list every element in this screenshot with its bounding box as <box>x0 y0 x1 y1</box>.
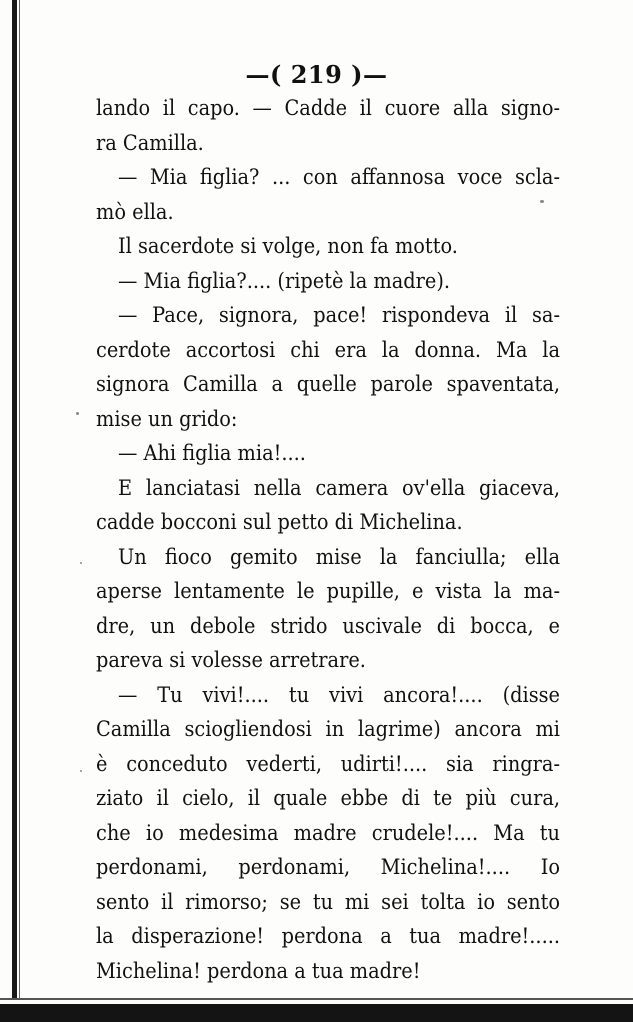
text-line: ziato il cielo, il quale ebbe di te più cura, <box>96 786 560 811</box>
page-bottom-shadow <box>0 998 633 1000</box>
text-line: pareva si volesse arretrare. <box>96 648 366 673</box>
text-line: è conceduto vederti, udirti!.... sia ringra- <box>96 751 560 777</box>
text-line: cadde bocconi sul petto di Michelina. <box>96 510 463 535</box>
page-binding-edge <box>12 0 17 1000</box>
text-line: sento il rimorso; se tu mi sei tolta io sento <box>96 889 560 915</box>
text-line: Un fioco gemito mise la fanciulla; ella <box>118 544 560 570</box>
text-line: — Pace, signora, pace! rispondeva il sa- <box>118 303 560 328</box>
text-line: — Ahi figlia mia!.... <box>118 441 306 466</box>
page-number: —( 219 )— <box>245 60 388 89</box>
text-line: dre, un debole strido uscivale di bocca, e <box>96 613 560 639</box>
page-binding-shadow <box>19 0 20 1000</box>
text-line: la disperazione! perdona a tua madre!..... <box>96 924 560 949</box>
text-line: E lanciatasi nella camera ov'ella giaceva, <box>118 475 560 501</box>
text-line: ra Camilla. <box>96 130 204 156</box>
text-line: Il sacerdote si volge, non fa motto. <box>118 234 458 259</box>
text-line: lando il capo. — Cadde il cuore alla signo- <box>96 96 560 121</box>
text-line: — Tu vivi!.... tu vivi ancora!.... (disse <box>118 682 560 708</box>
text-line: — Mia figlia?.... (ripetè la madre). <box>118 268 451 294</box>
paper-speck <box>76 412 79 415</box>
text-line: — Mia figlia? ... con affannosa voce scla- <box>118 165 560 190</box>
paper-speck <box>80 562 82 564</box>
text-line: cerdote accortosi chi era la donna. Ma la <box>96 337 560 363</box>
text-line: aperse lentamente le pupille, e vista la ma- <box>96 579 560 604</box>
text-line: signora Camilla a quelle parole spaventata, <box>96 372 560 397</box>
text-line: Camilla sciogliendosi in lagrime) ancora mi <box>96 717 560 742</box>
paper-speck <box>80 770 82 772</box>
body-text <box>96 92 560 989</box>
page-bottom-edge <box>0 1004 633 1022</box>
paper-speck <box>540 200 544 203</box>
text-line: che io medesima madre crudele!.... Ma tu <box>96 820 560 846</box>
text-line: Michelina! perdona a tua madre! <box>96 958 421 984</box>
text-line: mise un grido: <box>96 406 238 432</box>
text-line: mò ella. <box>96 199 174 225</box>
text-line: perdonami, perdonami, Michelina!.... Io <box>96 855 560 880</box>
